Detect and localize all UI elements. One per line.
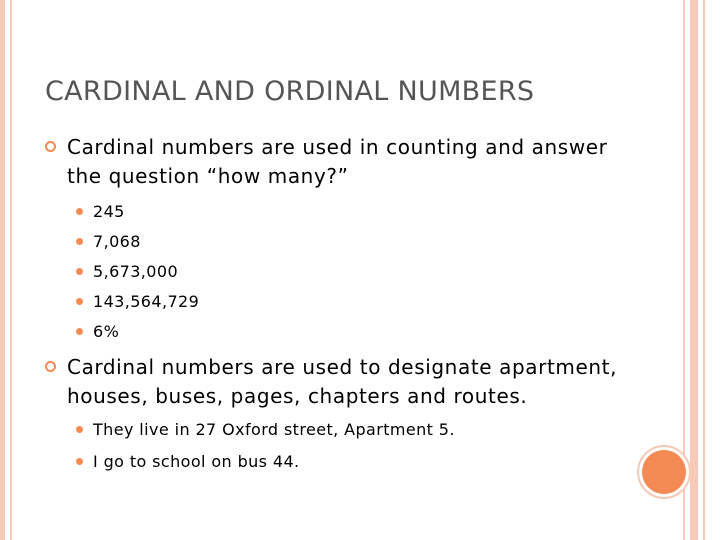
sub-bullet — [45, 322, 635, 342]
right-border-line-outer — [703, 0, 705, 540]
left-border-stripe — [0, 0, 5, 540]
sub-bullet — [45, 202, 635, 222]
bullet-text: Cardinal numbers are used in counting and answer the question “how many?” — [67, 135, 608, 188]
right-border-line — [683, 0, 685, 540]
sub-bullet-text: I go to school on bus 44. — [93, 452, 300, 471]
dot-bullet-icon — [76, 268, 83, 275]
sub-bullet — [45, 420, 635, 440]
dot-bullet-icon — [76, 328, 83, 335]
slide-body — [45, 133, 635, 484]
bullet-text: Cardinal numbers are used to designate apartment, houses, buses, pages, chapters and routes. — [67, 355, 618, 408]
ring-bullet-icon — [45, 141, 56, 152]
dot-bullet-icon — [76, 458, 83, 465]
sub-list — [45, 420, 635, 472]
dot-bullet-icon — [76, 298, 83, 305]
sub-list — [45, 202, 635, 342]
bullet-point — [45, 353, 635, 411]
sub-bullet-text: 6% — [93, 322, 120, 341]
decorative-circle — [642, 450, 686, 494]
sub-bullet-text: 5,673,000 — [93, 262, 179, 281]
ring-bullet-icon — [45, 361, 56, 372]
dot-bullet-icon — [76, 208, 83, 215]
sub-bullet — [45, 292, 635, 312]
dot-bullet-icon — [76, 426, 83, 433]
sub-bullet — [45, 262, 635, 282]
sub-bullet — [45, 452, 635, 472]
sub-bullet-text: 143,564,729 — [93, 292, 200, 311]
right-border-stripe — [690, 0, 698, 540]
left-border-line — [10, 0, 12, 540]
dot-bullet-icon — [76, 238, 83, 245]
sub-bullet — [45, 232, 635, 252]
sub-bullet-text: 7,068 — [93, 232, 141, 251]
sub-bullet-text: They live in 27 Oxford street, Apartment 5. — [93, 420, 455, 439]
sub-bullet-text: 245 — [93, 202, 125, 221]
bullet-point — [45, 133, 635, 191]
slide-title: CARDINAL AND ORDINAL NUMBERS — [45, 76, 535, 107]
